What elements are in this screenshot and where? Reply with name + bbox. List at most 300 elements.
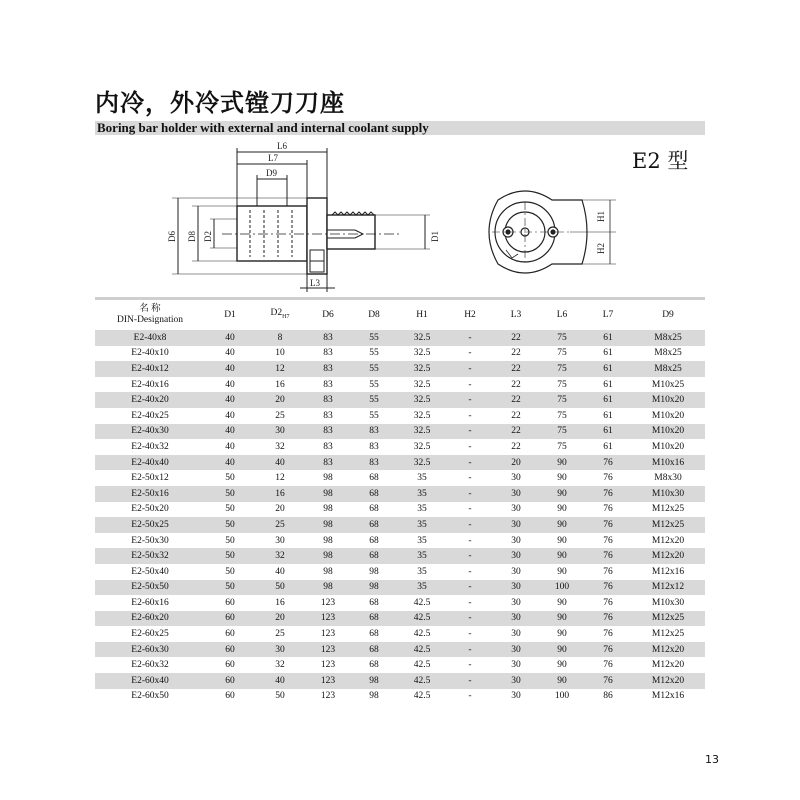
table-cell: 75	[539, 361, 585, 377]
designation-header-en: DIN-Designation	[117, 315, 183, 325]
table-cell: 12	[255, 361, 305, 377]
designation-cell: E2-60x25	[131, 629, 169, 640]
dim-l6-label: L6	[277, 141, 287, 151]
table-cell: 90	[557, 566, 567, 577]
table-cell: 90	[539, 642, 585, 658]
column-header: D9	[631, 299, 705, 331]
table-cell: 22	[493, 330, 539, 346]
table-cell: M12x16	[651, 691, 685, 702]
table-cell: 75	[557, 410, 567, 421]
table-cell: 40	[205, 392, 255, 408]
designation-cell: E2-60x40	[95, 673, 205, 689]
table-cell: 76	[585, 517, 631, 533]
table-cell: 55	[351, 361, 397, 377]
table-cell: -	[447, 642, 493, 658]
designation-cell: E2-60x16	[131, 597, 169, 608]
table-cell: 30	[275, 535, 285, 546]
table-cell: 55	[351, 330, 397, 346]
table-cell: M10x16	[631, 455, 705, 471]
table-cell: 32.5	[397, 392, 447, 408]
table-cell: 40	[225, 348, 235, 359]
table-cell: M10x30	[651, 597, 685, 608]
table-cell: 55	[369, 379, 379, 390]
designation-cell: E2-40x25	[131, 410, 169, 421]
table-row	[95, 517, 705, 533]
table-cell: 40	[205, 455, 255, 471]
table-cell: M12x25	[651, 504, 685, 515]
table-cell: -	[468, 348, 472, 359]
designation-cell: E2-60x50	[131, 691, 169, 702]
table-cell: 98	[323, 535, 333, 546]
designation-cell: E2-40x32	[131, 441, 169, 452]
table-cell: M12x12	[631, 580, 705, 596]
table-cell: 25	[255, 517, 305, 533]
table-cell: 76	[585, 673, 631, 689]
table-cell: 76	[603, 660, 613, 671]
designation-cell: E2-50x32	[95, 548, 205, 564]
designation-cell: E2-40x16	[131, 379, 169, 390]
table-cell: 90	[557, 473, 567, 484]
side-view-drawing	[160, 140, 450, 295]
table-row	[95, 408, 705, 424]
table-row	[95, 486, 705, 502]
table-cell: 61	[585, 392, 631, 408]
table-cell: 32.5	[413, 348, 431, 359]
table-cell: -	[447, 330, 493, 346]
table-row	[95, 502, 705, 518]
table-cell: 123	[305, 642, 351, 658]
table-cell: M8x25	[631, 330, 705, 346]
table-cell: 22	[511, 379, 521, 390]
table-row	[95, 657, 705, 673]
dim-d8-label: D8	[187, 231, 197, 242]
table-cell: 25	[275, 410, 285, 421]
table-cell: 40	[205, 330, 255, 346]
table-cell: 60	[225, 597, 235, 608]
table-cell: 61	[603, 410, 613, 421]
table-cell: 98	[323, 504, 333, 515]
table-cell: 16	[275, 379, 285, 390]
table-row	[95, 580, 705, 596]
table-cell: -	[468, 410, 472, 421]
table-cell: 50	[205, 486, 255, 502]
table-cell: 8	[255, 330, 305, 346]
table-cell: 30	[511, 629, 521, 640]
table-cell: 42.5	[397, 642, 447, 658]
spec-table	[95, 297, 705, 704]
table-cell: 61	[603, 348, 613, 359]
table-cell: M8x25	[654, 348, 682, 359]
column-header	[255, 299, 305, 331]
dim-l7-label: L7	[268, 153, 278, 163]
table-row	[95, 455, 705, 471]
table-cell: M12x20	[631, 673, 705, 689]
table-cell: -	[468, 535, 472, 546]
table-cell: 98	[305, 548, 351, 564]
table-cell: 60	[225, 629, 235, 640]
table-cell: 76	[603, 535, 613, 546]
table-cell: -	[468, 504, 472, 515]
table-row	[95, 548, 705, 564]
table-cell: 35	[397, 517, 447, 533]
table-cell: -	[447, 580, 493, 596]
table-cell: 30	[511, 473, 521, 484]
table-cell: 76	[603, 629, 613, 640]
table-cell: 60	[225, 660, 235, 671]
table-cell: 32.5	[413, 379, 431, 390]
table-cell: M12x25	[651, 629, 685, 640]
designation-cell: E2-60x32	[131, 660, 169, 671]
table-cell: 68	[351, 611, 397, 627]
table-cell: M12x20	[631, 548, 705, 564]
table-cell: 61	[603, 379, 613, 390]
table-cell: 30	[493, 548, 539, 564]
table-cell: 68	[369, 535, 379, 546]
table-cell: 76	[585, 486, 631, 502]
table-cell: 30	[493, 611, 539, 627]
table-cell: 50	[255, 580, 305, 596]
table-cell: 83	[323, 379, 333, 390]
designation-cell: E2-50x16	[95, 486, 205, 502]
table-cell: 35	[417, 566, 427, 577]
table-cell: 20	[255, 611, 305, 627]
table-cell: 30	[255, 424, 305, 440]
table-cell: -	[468, 379, 472, 390]
dim-d9-label: D9	[266, 168, 277, 178]
table-cell: -	[447, 548, 493, 564]
dim-d1-label: D1	[430, 231, 440, 242]
table-cell: 90	[539, 517, 585, 533]
table-cell: -	[468, 566, 472, 577]
table-cell: 83	[351, 424, 397, 440]
table-cell: 98	[369, 691, 379, 702]
table-cell: -	[447, 486, 493, 502]
table-body	[95, 330, 705, 704]
table-cell: 40	[275, 566, 285, 577]
table-cell: -	[447, 424, 493, 440]
table-cell: 123	[320, 691, 336, 702]
table-cell: 40	[255, 673, 305, 689]
table-cell: 22	[493, 392, 539, 408]
page-title: 内冷，外冷式镗刀刀座	[95, 89, 345, 117]
table-cell: 123	[305, 611, 351, 627]
designation-cell: E2-40x20	[95, 392, 205, 408]
table-cell: -	[468, 660, 472, 671]
table-cell: 76	[603, 504, 613, 515]
table-cell: -	[468, 441, 472, 452]
table-cell: 61	[585, 424, 631, 440]
table-cell: 61	[585, 361, 631, 377]
table-cell: 16	[275, 597, 285, 608]
dim-d2-label: D2	[203, 231, 213, 242]
table-cell: 50	[225, 504, 235, 515]
table-cell: 32.5	[397, 330, 447, 346]
column-header: D8	[351, 299, 397, 331]
table-row	[95, 439, 705, 455]
table-cell: 98	[351, 580, 397, 596]
table-cell: 76	[585, 580, 631, 596]
table-cell: 25	[275, 629, 285, 640]
table-cell: -	[447, 361, 493, 377]
table-cell: 75	[539, 424, 585, 440]
table-cell: 42.5	[413, 660, 431, 671]
table-cell: 40	[205, 424, 255, 440]
table-cell: 123	[320, 597, 336, 608]
table-cell: 83	[323, 410, 333, 421]
table-cell: 90	[539, 548, 585, 564]
designation-cell: E2-40x8	[95, 330, 205, 346]
table-cell: 68	[351, 642, 397, 658]
table-cell: 90	[557, 504, 567, 515]
table-row	[95, 673, 705, 689]
table-cell: 98	[323, 473, 333, 484]
table-cell: 40	[225, 379, 235, 390]
table-cell: 50	[205, 580, 255, 596]
table-row	[95, 470, 705, 486]
table-cell: 90	[539, 455, 585, 471]
table-cell: 76	[585, 611, 631, 627]
column-header: D6	[305, 299, 351, 331]
designation-cell: E2-50x12	[131, 473, 169, 484]
subtitle-band	[95, 121, 705, 135]
table-cell: 35	[397, 486, 447, 502]
table-cell: 75	[539, 392, 585, 408]
table-cell: 30	[511, 597, 521, 608]
table-cell: 75	[557, 379, 567, 390]
dim-h2-label: H2	[596, 243, 606, 254]
subtitle: Boring bar holder with external and internal coolant supply	[97, 120, 429, 135]
designation-cell: E2-50x30	[131, 535, 169, 546]
table-cell: 61	[603, 441, 613, 452]
table-cell: 55	[369, 348, 379, 359]
table-cell: 83	[305, 330, 351, 346]
table-cell: 32.5	[397, 361, 447, 377]
table-cell: M10x20	[651, 441, 685, 452]
table-cell: 30	[493, 486, 539, 502]
table-cell: 90	[557, 597, 567, 608]
designation-cell: E2-50x25	[95, 517, 205, 533]
designation-cell: E2-40x12	[95, 361, 205, 377]
table-cell: 98	[351, 673, 397, 689]
table-cell: 22	[511, 441, 521, 452]
table-cell: 68	[369, 597, 379, 608]
table-cell: 68	[351, 517, 397, 533]
table-cell: M12x16	[651, 566, 685, 577]
column-header: L3	[493, 299, 539, 331]
table-cell: 68	[369, 629, 379, 640]
table-cell: 32	[255, 548, 305, 564]
table-cell: 35	[397, 548, 447, 564]
front-view-drawing	[470, 182, 620, 292]
dim-l3-label: L3	[310, 278, 320, 288]
table-cell: 98	[305, 486, 351, 502]
table-cell: M10x20	[631, 392, 705, 408]
table-cell: 68	[351, 548, 397, 564]
table-header-row	[95, 299, 705, 331]
designation-cell: E2-50x40	[131, 566, 169, 577]
table-cell: 90	[539, 673, 585, 689]
table-row	[95, 330, 705, 346]
table-cell: 98	[369, 566, 379, 577]
designation-header-cn: 名 称	[139, 304, 161, 314]
page-number: 13	[705, 753, 719, 766]
table-cell: 10	[275, 348, 285, 359]
table-cell: 32	[275, 441, 285, 452]
designation-cell: E2-50x50	[95, 580, 205, 596]
table-cell: 123	[320, 660, 336, 671]
table-cell: 32.5	[413, 410, 431, 421]
table-cell: 100	[539, 580, 585, 596]
table-cell: M10x20	[631, 424, 705, 440]
table-cell: 20	[493, 455, 539, 471]
table-cell: 76	[603, 566, 613, 577]
table-cell: 83	[351, 455, 397, 471]
table-cell: 40	[255, 455, 305, 471]
table-cell: 86	[603, 691, 613, 702]
table-cell: 75	[539, 330, 585, 346]
designation-cell: E2-50x20	[131, 504, 169, 515]
table-cell: 123	[320, 629, 336, 640]
table-cell: 30	[493, 673, 539, 689]
table-cell: 90	[557, 660, 567, 671]
table-cell: 55	[369, 410, 379, 421]
table-cell: M8x25	[631, 361, 705, 377]
table-cell: 50	[275, 691, 285, 702]
table-cell: 50	[205, 517, 255, 533]
table-cell: -	[447, 392, 493, 408]
table-cell: 22	[511, 348, 521, 359]
dim-d6-label: D6	[167, 231, 177, 242]
table-cell: 35	[397, 580, 447, 596]
table-cell: 68	[369, 660, 379, 671]
table-cell: 76	[603, 473, 613, 484]
table-cell: 30	[511, 504, 521, 515]
table-cell: M12x20	[651, 660, 685, 671]
table-cell: 68	[369, 504, 379, 515]
column-header: L6	[539, 299, 585, 331]
table-cell: 42.5	[413, 597, 431, 608]
table-cell: 12	[275, 473, 285, 484]
table-cell: -	[447, 673, 493, 689]
designation-cell: E2-40x40	[95, 455, 205, 471]
table-cell: -	[468, 629, 472, 640]
table-cell: 83	[305, 455, 351, 471]
table-cell: 100	[554, 691, 570, 702]
table-cell: 30	[511, 566, 521, 577]
table-cell: -	[447, 517, 493, 533]
table-cell: 83	[323, 348, 333, 359]
table-cell: 40	[205, 361, 255, 377]
table-cell: 30	[511, 535, 521, 546]
table-cell: -	[468, 473, 472, 484]
table-cell: M12x25	[631, 517, 705, 533]
table-cell: 30	[511, 691, 521, 702]
table-cell: 35	[417, 473, 427, 484]
table-row	[95, 424, 705, 440]
table-cell: 42.5	[397, 611, 447, 627]
table-cell: 30	[493, 642, 539, 658]
table-cell: 22	[493, 361, 539, 377]
designation-header	[95, 299, 205, 331]
table-row	[95, 626, 705, 642]
table-cell: 83	[369, 441, 379, 452]
table-row	[95, 611, 705, 627]
table-cell: 42.5	[413, 691, 431, 702]
table-cell: 90	[539, 486, 585, 502]
column-header: L7	[585, 299, 631, 331]
table-cell: 60	[225, 691, 235, 702]
table-cell: 123	[305, 673, 351, 689]
designation-cell: E2-60x20	[95, 611, 205, 627]
designation-cell: E2-40x30	[95, 424, 205, 440]
table-row	[95, 346, 705, 362]
table-cell: -	[447, 611, 493, 627]
designation-cell: E2-60x30	[95, 642, 205, 658]
table-cell: 50	[225, 535, 235, 546]
table-cell: 22	[493, 424, 539, 440]
table-cell: 55	[351, 392, 397, 408]
table-cell: 76	[585, 642, 631, 658]
table-cell: 40	[225, 410, 235, 421]
table-cell: 50	[205, 548, 255, 564]
table-cell: 75	[557, 348, 567, 359]
table-cell: 42.5	[413, 629, 431, 640]
table-cell: 16	[255, 486, 305, 502]
table-cell: 98	[305, 580, 351, 596]
table-cell: 90	[557, 535, 567, 546]
table-cell: 75	[557, 441, 567, 452]
table-cell: 32.5	[413, 441, 431, 452]
table-cell: M10x30	[631, 486, 705, 502]
table-cell: -	[447, 455, 493, 471]
table-cell: 20	[255, 392, 305, 408]
table-cell: 32	[275, 660, 285, 671]
column-header: H2	[447, 299, 493, 331]
table-cell: 42.5	[397, 673, 447, 689]
column-header: H1	[397, 299, 447, 331]
table-cell: M12x20	[651, 535, 685, 546]
table-cell: 35	[417, 504, 427, 515]
table-cell: 32.5	[397, 424, 447, 440]
table-cell: 30	[511, 660, 521, 671]
table-row	[95, 689, 705, 705]
dim-h1-label: H1	[596, 211, 606, 222]
table-cell: 83	[305, 392, 351, 408]
table-cell: 68	[351, 486, 397, 502]
table-cell: 60	[205, 673, 255, 689]
table-cell: 50	[225, 473, 235, 484]
table-cell: 60	[205, 642, 255, 658]
table-cell: 90	[557, 629, 567, 640]
table-row	[95, 392, 705, 408]
table-cell: 30	[493, 580, 539, 596]
table-row	[95, 595, 705, 611]
table-cell: M8x30	[654, 473, 682, 484]
table-cell: 76	[603, 597, 613, 608]
table-row	[95, 361, 705, 377]
table-cell: M10x25	[651, 379, 685, 390]
table-cell: 83	[323, 441, 333, 452]
table-cell: 61	[585, 330, 631, 346]
model-label: E2 型	[632, 149, 689, 173]
d2-tolerance: H7	[282, 313, 290, 320]
table-cell: 35	[417, 535, 427, 546]
table-cell: 22	[511, 410, 521, 421]
table-cell: 83	[305, 361, 351, 377]
table-cell: M10x20	[651, 410, 685, 421]
table-row	[95, 642, 705, 658]
table-cell: 30	[493, 517, 539, 533]
